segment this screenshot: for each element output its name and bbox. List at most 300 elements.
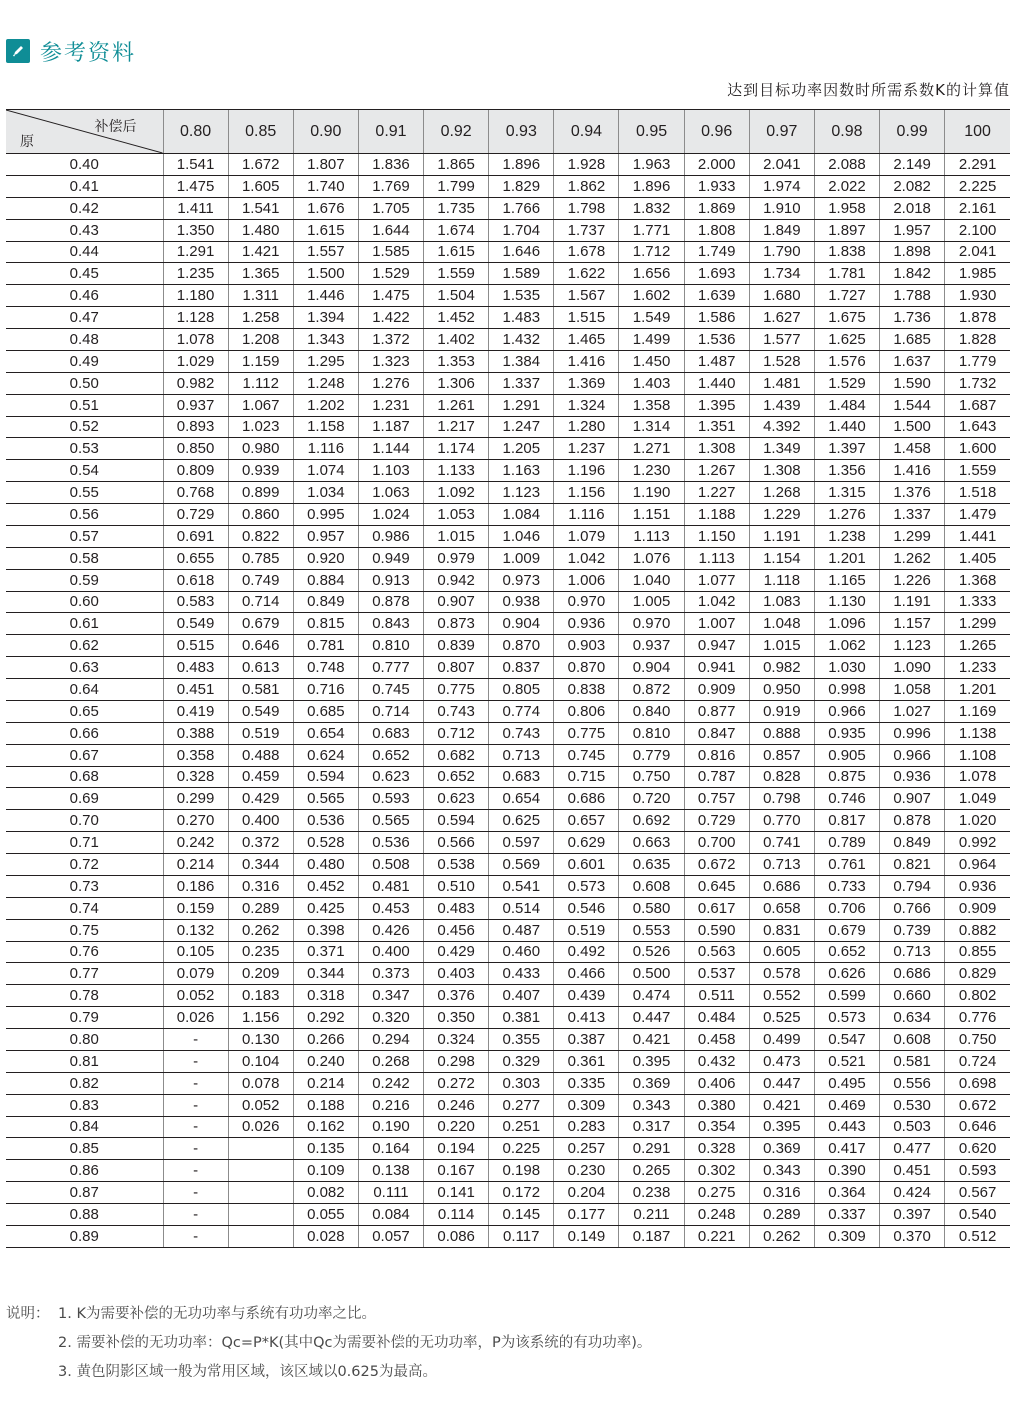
- table-cell: 0.608: [619, 875, 684, 897]
- table-cell: 0.162: [293, 1116, 358, 1138]
- table-cell: 1.188: [684, 504, 749, 526]
- table-cell: 0.190: [358, 1116, 423, 1138]
- table-cell: 0.860: [228, 504, 293, 526]
- table-cell: 0.372: [228, 832, 293, 854]
- table-cell: 0.421: [619, 1029, 684, 1051]
- table-cell: 0.623: [424, 788, 489, 810]
- table-cell: 0.242: [163, 832, 228, 854]
- table-cell: 0.660: [880, 985, 945, 1007]
- row-header-cell: 0.45: [6, 263, 163, 285]
- row-header-cell: 0.61: [6, 613, 163, 635]
- table-row: [6, 482, 1010, 504]
- table-cell: 0.525: [749, 1007, 814, 1029]
- table-cell: 1.898: [880, 241, 945, 263]
- table-cell: 1.007: [684, 613, 749, 635]
- table-cell: 1.248: [293, 372, 358, 394]
- table-cell: 0.781: [293, 635, 358, 657]
- table-cell: 0.451: [880, 1160, 945, 1182]
- table-cell: 0.937: [163, 394, 228, 416]
- table-cell: 0.387: [554, 1029, 619, 1051]
- table-cell: 0.230: [554, 1160, 619, 1182]
- row-header-cell: 0.46: [6, 285, 163, 307]
- table-cell: 0.566: [424, 832, 489, 854]
- table-cell: 0.240: [293, 1050, 358, 1072]
- table-cell: 0.536: [358, 832, 423, 854]
- row-header-cell: 0.52: [6, 416, 163, 438]
- table-cell: 0.376: [424, 985, 489, 1007]
- table-cell: 1.769: [358, 175, 423, 197]
- table-cell: 0.618: [163, 569, 228, 591]
- page-title: 参考资料: [40, 40, 137, 66]
- table-cell: 1.627: [749, 307, 814, 329]
- table-cell: 0.397: [880, 1204, 945, 1226]
- table-cell: 0.289: [749, 1204, 814, 1226]
- row-header-cell: 0.42: [6, 197, 163, 219]
- table-cell: 0.724: [945, 1050, 1010, 1072]
- table-cell: 0.413: [554, 1007, 619, 1029]
- table-cell: 0.114: [424, 1204, 489, 1226]
- row-header-cell: 0.57: [6, 525, 163, 547]
- table-cell: 1.646: [489, 241, 554, 263]
- table-cell: 1.842: [880, 263, 945, 285]
- table-cell: 0.429: [424, 941, 489, 963]
- table-cell: 0.625: [489, 810, 554, 832]
- table-cell: 0.573: [554, 875, 619, 897]
- table-cell: 0.556: [880, 1072, 945, 1094]
- row-header-cell: 0.60: [6, 591, 163, 613]
- table-cell: 0.920: [293, 547, 358, 569]
- table-cell: 0.225: [489, 1138, 554, 1160]
- table-cell: 1.353: [424, 350, 489, 372]
- table-cell: 1.567: [554, 285, 619, 307]
- table-row: [6, 547, 1010, 569]
- table-cell: 0.685: [293, 700, 358, 722]
- table-cell: 1.042: [684, 591, 749, 613]
- table-cell: 0.748: [293, 657, 358, 679]
- table-cell: 0.739: [880, 919, 945, 941]
- table-cell: 0.682: [424, 744, 489, 766]
- table-cell: 1.169: [945, 700, 1010, 722]
- table-cell: 1.644: [358, 219, 423, 241]
- table-cell: 0.429: [228, 788, 293, 810]
- table-cell: 0.870: [554, 657, 619, 679]
- table-cell: 0.526: [619, 941, 684, 963]
- column-header: 0.91: [358, 110, 423, 154]
- table-cell: 1.159: [228, 350, 293, 372]
- row-header-cell: 0.79: [6, 1007, 163, 1029]
- table-cell: 1.053: [424, 504, 489, 526]
- table-cell: 0.581: [880, 1050, 945, 1072]
- table-cell: 0.316: [749, 1182, 814, 1204]
- row-header-cell: 0.63: [6, 657, 163, 679]
- table-cell: 0.766: [880, 897, 945, 919]
- table-cell: 0.447: [749, 1072, 814, 1094]
- table-cell: -: [163, 1072, 228, 1094]
- table-cell: 0.452: [293, 875, 358, 897]
- table-row: [6, 700, 1010, 722]
- table-cell: 0.939: [228, 460, 293, 482]
- table-cell: 0.816: [684, 744, 749, 766]
- table-cell: 0.810: [619, 722, 684, 744]
- table-cell: 1.500: [880, 416, 945, 438]
- table-cell: 0.235: [228, 941, 293, 963]
- table-cell: 0.563: [684, 941, 749, 963]
- table-cell: 0.483: [424, 897, 489, 919]
- table-row: [6, 854, 1010, 876]
- table-cell: 0.186: [163, 875, 228, 897]
- table-cell: 1.258: [228, 307, 293, 329]
- table-cell: 1.771: [619, 219, 684, 241]
- table-cell: 0.433: [489, 963, 554, 985]
- table-cell: 0.291: [619, 1138, 684, 1160]
- column-header: 100: [945, 110, 1010, 154]
- table-cell: 0.686: [554, 788, 619, 810]
- table-cell: 0.536: [293, 810, 358, 832]
- column-header: 0.92: [424, 110, 489, 154]
- column-header: 0.95: [619, 110, 684, 154]
- table-cell: 1.487: [684, 350, 749, 372]
- table-cell: 1.202: [293, 394, 358, 416]
- table-cell: 1.557: [293, 241, 358, 263]
- table-cell: 1.865: [424, 154, 489, 176]
- table-cell: 1.536: [684, 329, 749, 351]
- column-header: 0.96: [684, 110, 749, 154]
- table-cell: 1.405: [945, 547, 1010, 569]
- table-cell: 0.605: [749, 941, 814, 963]
- table-cell: 0.872: [619, 679, 684, 701]
- table-cell: 0.530: [880, 1094, 945, 1116]
- table-cell: 1.528: [749, 350, 814, 372]
- table-cell: 0.657: [554, 810, 619, 832]
- table-cell: 1.656: [619, 263, 684, 285]
- table-cell: 1.009: [489, 547, 554, 569]
- table-row: [6, 1094, 1010, 1116]
- table-cell: 0.105: [163, 941, 228, 963]
- table-cell: 0.214: [293, 1072, 358, 1094]
- table-cell: 1.079: [554, 525, 619, 547]
- row-header-cell: 0.55: [6, 482, 163, 504]
- table-cell: 0.262: [749, 1225, 814, 1247]
- table-cell: 1.163: [489, 460, 554, 482]
- table-cell: 1.732: [945, 372, 1010, 394]
- table-cell: 0.936: [554, 613, 619, 635]
- table-cell: 0.474: [619, 985, 684, 1007]
- note-line: [6, 1329, 651, 1358]
- row-header-cell: 0.67: [6, 744, 163, 766]
- table-cell: 1.205: [489, 438, 554, 460]
- table-cell: 0.052: [163, 985, 228, 1007]
- table-cell: 1.006: [554, 569, 619, 591]
- table-cell: 0.492: [554, 941, 619, 963]
- table-cell: 0.750: [619, 766, 684, 788]
- table-cell: 1.074: [293, 460, 358, 482]
- table-cell: 0.477: [880, 1138, 945, 1160]
- table-cell: 0.138: [358, 1160, 423, 1182]
- row-header-cell: 0.87: [6, 1182, 163, 1204]
- table-cell: 1.077: [684, 569, 749, 591]
- table-cell: 0.421: [749, 1094, 814, 1116]
- table-cell: 1.622: [554, 263, 619, 285]
- table-cell: 0.698: [945, 1072, 1010, 1094]
- table-cell: 1.247: [489, 416, 554, 438]
- table-cell: 0.135: [293, 1138, 358, 1160]
- table-cell: 0.608: [880, 1029, 945, 1051]
- table-cell: 0.937: [619, 635, 684, 657]
- table-cell: 0.749: [228, 569, 293, 591]
- table-cell: 0.713: [749, 854, 814, 876]
- table-cell: 0.540: [945, 1204, 1010, 1226]
- table-cell: 0.514: [489, 897, 554, 919]
- table-cell: 0.573: [814, 1007, 879, 1029]
- table-cell: 0.745: [554, 744, 619, 766]
- table-cell: 0.581: [228, 679, 293, 701]
- table-cell: 2.000: [684, 154, 749, 176]
- table-cell: 1.483: [489, 307, 554, 329]
- table-cell: 0.026: [228, 1116, 293, 1138]
- table-cell: 0.320: [358, 1007, 423, 1029]
- table-cell: 0.400: [358, 941, 423, 963]
- table-row: [6, 1182, 1010, 1204]
- table-cell: 1.676: [293, 197, 358, 219]
- table-cell: 1.475: [163, 175, 228, 197]
- table-row: [6, 1007, 1010, 1029]
- table-cell: 0.458: [684, 1029, 749, 1051]
- table-cell: 1.078: [945, 766, 1010, 788]
- table-cell: 0.779: [619, 744, 684, 766]
- table-cell: 1.481: [749, 372, 814, 394]
- table-body: [6, 154, 1010, 1248]
- table-cell: 0.679: [814, 919, 879, 941]
- row-header-cell: 0.44: [6, 241, 163, 263]
- table-cell: 1.315: [814, 482, 879, 504]
- row-header-cell: 0.78: [6, 985, 163, 1007]
- table-cell: 2.041: [749, 154, 814, 176]
- table-cell: 0.875: [814, 766, 879, 788]
- table-cell: 1.910: [749, 197, 814, 219]
- table-cell: 0.774: [489, 700, 554, 722]
- table-cell: 0.904: [489, 613, 554, 635]
- table-cell: 0.957: [293, 525, 358, 547]
- table-cell: 0.620: [945, 1138, 1010, 1160]
- row-header-cell: 0.74: [6, 897, 163, 919]
- table-cell: 0.809: [163, 460, 228, 482]
- table-cell: 0.355: [489, 1029, 554, 1051]
- table-cell: 1.042: [554, 547, 619, 569]
- table-cell: 1.024: [358, 504, 423, 526]
- table-cell: 0.877: [684, 700, 749, 722]
- corner-label-after: 补偿后: [94, 119, 137, 135]
- table-cell: 0.439: [554, 985, 619, 1007]
- table-cell: 0.370: [880, 1225, 945, 1247]
- table-cell: 1.828: [945, 329, 1010, 351]
- table-cell: 0.714: [358, 700, 423, 722]
- table-cell: 1.549: [619, 307, 684, 329]
- table-row: [6, 416, 1010, 438]
- table-row: [6, 219, 1010, 241]
- table-cell: 1.116: [293, 438, 358, 460]
- table-cell: 1.233: [945, 657, 1010, 679]
- table-cell: 1.048: [749, 613, 814, 635]
- table-row: [6, 875, 1010, 897]
- table-cell: 1.637: [880, 350, 945, 372]
- table-row: [6, 1160, 1010, 1182]
- table-cell: 0.082: [293, 1182, 358, 1204]
- table-cell: 1.957: [880, 219, 945, 241]
- row-header-cell: 0.54: [6, 460, 163, 482]
- table-cell: 1.384: [489, 350, 554, 372]
- table-cell: 1.196: [554, 460, 619, 482]
- table-cell: 0.646: [228, 635, 293, 657]
- row-header-cell: 0.76: [6, 941, 163, 963]
- table-cell: 1.180: [163, 285, 228, 307]
- table-cell: 0.888: [749, 722, 814, 744]
- table-cell: 0.488: [228, 744, 293, 766]
- table-cell: 0.117: [489, 1225, 554, 1247]
- table-cell: 0.251: [489, 1116, 554, 1138]
- table-row: [6, 679, 1010, 701]
- table-cell: 1.450: [619, 350, 684, 372]
- table-cell: 0.776: [945, 1007, 1010, 1029]
- table-cell: 1.034: [293, 482, 358, 504]
- table-cell: 1.439: [749, 394, 814, 416]
- table-cell: 1.187: [358, 416, 423, 438]
- table-cell: 0.055: [293, 1204, 358, 1226]
- table-cell: 1.529: [358, 263, 423, 285]
- table-cell: 1.896: [489, 154, 554, 176]
- table-cell: 0.785: [228, 547, 293, 569]
- table-row: [6, 1029, 1010, 1051]
- table-cell: 0.480: [293, 854, 358, 876]
- table-cell: 0.289: [228, 897, 293, 919]
- table-cell: 0.266: [293, 1029, 358, 1051]
- table-row: [6, 657, 1010, 679]
- table-cell: 1.226: [880, 569, 945, 591]
- table-cell: 1.174: [424, 438, 489, 460]
- table-cell: 0.354: [684, 1116, 749, 1138]
- table-cell: 1.343: [293, 329, 358, 351]
- table-cell: 0.626: [814, 963, 879, 985]
- table-cell: 1.314: [619, 416, 684, 438]
- table-cell: 0.936: [945, 875, 1010, 897]
- table-cell: 1.862: [554, 175, 619, 197]
- table-cell: 1.268: [749, 482, 814, 504]
- table-cell: 0.652: [424, 766, 489, 788]
- table-cell: 0.613: [228, 657, 293, 679]
- table-cell: 1.151: [619, 504, 684, 526]
- table-cell: 0.761: [814, 854, 879, 876]
- table-cell: 1.084: [489, 504, 554, 526]
- table-cell: 0.679: [228, 613, 293, 635]
- table-cell: 0.335: [554, 1072, 619, 1094]
- table-cell: -: [163, 1204, 228, 1226]
- table-cell: 0.743: [489, 722, 554, 744]
- row-header-cell: 0.89: [6, 1225, 163, 1247]
- table-cell: 0.982: [163, 372, 228, 394]
- table-cell: 1.306: [424, 372, 489, 394]
- table-cell: 1.103: [358, 460, 423, 482]
- table-cell: 0.052: [228, 1094, 293, 1116]
- table-cell: 0.380: [684, 1094, 749, 1116]
- table-cell: 1.625: [814, 329, 879, 351]
- table-cell: 1.766: [489, 197, 554, 219]
- table-cell: 1.231: [358, 394, 423, 416]
- table-cell: 1.737: [554, 219, 619, 241]
- table-caption: 达到目标功率因数时所需系数K的计算值: [727, 81, 1010, 99]
- table-row: [6, 350, 1010, 372]
- table-cell: 1.808: [684, 219, 749, 241]
- row-header-cell: 0.80: [6, 1029, 163, 1051]
- table-cell: 0.802: [945, 985, 1010, 1007]
- table-cell: -: [163, 1182, 228, 1204]
- row-header-cell: 0.47: [6, 307, 163, 329]
- table-cell: 1.308: [749, 460, 814, 482]
- table-cell: 0.658: [749, 897, 814, 919]
- table-cell: 0.878: [880, 810, 945, 832]
- table-cell: -: [163, 1050, 228, 1072]
- table-cell: 2.082: [880, 175, 945, 197]
- table-cell: 0.777: [358, 657, 423, 679]
- table-cell: [228, 1225, 293, 1247]
- table-cell: 1.930: [945, 285, 1010, 307]
- table-cell: 0.426: [358, 919, 423, 941]
- table-cell: 1.128: [163, 307, 228, 329]
- table-cell: 1.836: [358, 154, 423, 176]
- table-cell: 1.529: [814, 372, 879, 394]
- table-cell: 0.553: [619, 919, 684, 941]
- table-cell: 1.191: [749, 525, 814, 547]
- table-row: [6, 985, 1010, 1007]
- table-cell: 1.351: [684, 416, 749, 438]
- table-cell: 0.806: [554, 700, 619, 722]
- table-cell: 1.046: [489, 525, 554, 547]
- table-cell: 1.541: [228, 197, 293, 219]
- row-header-cell: 0.77: [6, 963, 163, 985]
- row-header-cell: 0.56: [6, 504, 163, 526]
- table-cell: 1.480: [228, 219, 293, 241]
- table-cell: -: [163, 1225, 228, 1247]
- table-cell: 1.030: [814, 657, 879, 679]
- table-cell: 0.503: [880, 1116, 945, 1138]
- table-cell: 0.028: [293, 1225, 358, 1247]
- table-cell: 1.832: [619, 197, 684, 219]
- table-cell: 1.291: [489, 394, 554, 416]
- table-cell: 1.291: [163, 241, 228, 263]
- table-row: [6, 635, 1010, 657]
- table-cell: 0.299: [163, 788, 228, 810]
- table-cell: 1.112: [228, 372, 293, 394]
- table-cell: 1.559: [945, 460, 1010, 482]
- table-cell: 0.712: [424, 722, 489, 744]
- table-cell: 0.246: [424, 1094, 489, 1116]
- table-cell: 0.745: [358, 679, 423, 701]
- table-cell: 1.229: [749, 504, 814, 526]
- table-cell: 2.161: [945, 197, 1010, 219]
- table-cell: 0.829: [945, 963, 1010, 985]
- row-header-cell: 0.58: [6, 547, 163, 569]
- table-cell: 1.928: [554, 154, 619, 176]
- table-cell: 0.419: [163, 700, 228, 722]
- table-cell: 1.788: [880, 285, 945, 307]
- table-header-row: [6, 110, 1010, 154]
- table-row: [6, 1204, 1010, 1226]
- table-cell: 1.015: [749, 635, 814, 657]
- table-cell: 1.158: [293, 416, 358, 438]
- table-cell: 0.104: [228, 1050, 293, 1072]
- table-cell: 0.511: [684, 985, 749, 1007]
- table-cell: 1.615: [293, 219, 358, 241]
- table-cell: 1.779: [945, 350, 1010, 372]
- table-cell: 1.559: [424, 263, 489, 285]
